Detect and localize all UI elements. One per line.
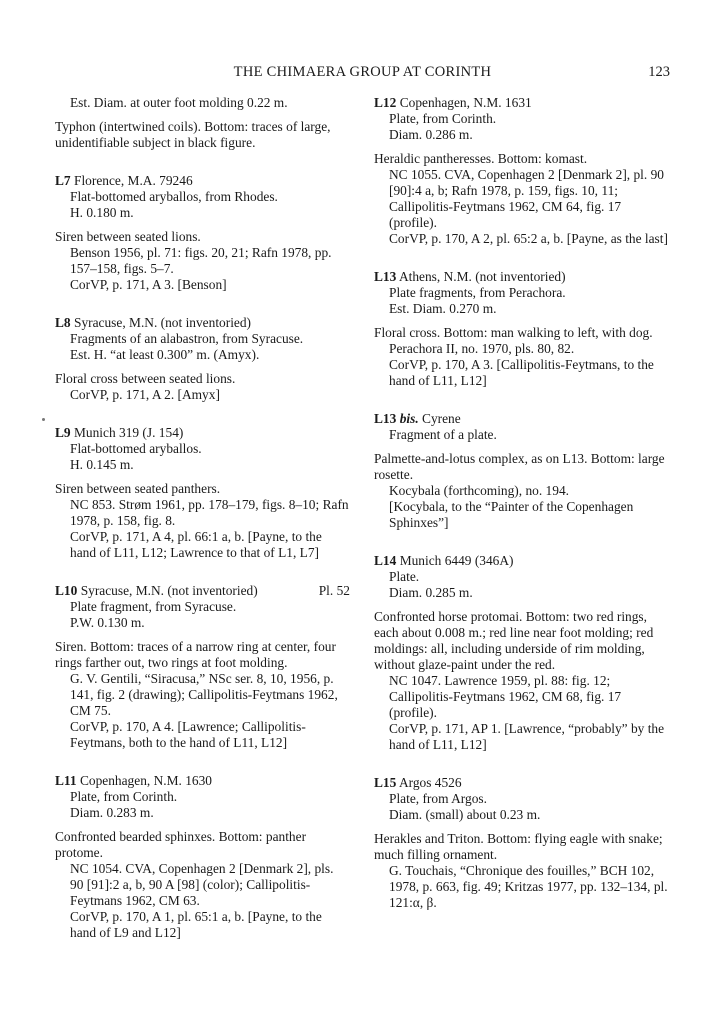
entry-id: L13 (374, 411, 397, 426)
entry-line: Flat-bottomed aryballos, from Rhodes. (70, 189, 278, 204)
entry-location: Cyrene (422, 411, 461, 426)
entry-location: Munich 319 (J. 154) (74, 425, 184, 440)
entry-line: G. Touchais, “Chronique des fouilles,” BCH 102, 1978, p. 663, fig. 49; Kritzas 1977, pp. 132–134, pl. 121:α, β. (389, 863, 668, 910)
running-title: THE CHIMAERA GROUP AT CORINTH (233, 64, 492, 80)
catalog-entry (55, 583, 350, 751)
entry-line: CorVP, p. 171, AP 1. [Lawrence, “probably” by the hand of L11, L12] (389, 721, 665, 752)
entry-line: Siren between seated lions. (55, 229, 201, 244)
entry-heading (374, 553, 669, 569)
entry-line: Est. H. “at least 0.300” m. (Amyx). (70, 347, 260, 362)
entry-line: Plate fragments, from Perachora. (389, 285, 566, 300)
margin-mark (42, 418, 45, 421)
entry-heading (374, 775, 669, 791)
entry-heading (374, 411, 669, 427)
entry-line: CorVP, p. 170, A 2, pl. 65:2 a, b. [Payne, as the last] (389, 231, 668, 246)
entry-line: CorVP, p. 170, A 4. [Lawrence; Callipolitis-Feytmans, both to the hand of L11, L12] (70, 719, 306, 750)
entry-id: L7 (55, 173, 71, 188)
entry-line: Diam. 0.285 m. (389, 585, 473, 600)
catalog-entry (55, 173, 350, 293)
entry-location: Copenhagen, N.M. 1630 (79, 773, 212, 788)
entry-line: Palmette-and-lotus complex, as on L13. Bottom: large rosette. (374, 451, 665, 482)
entry-heading (55, 425, 350, 441)
entry-line: CorVP, p. 171, A 2. [Amyx] (70, 387, 220, 402)
entry-line: Diam. (small) about 0.23 m. (389, 807, 541, 822)
entry-heading (374, 269, 669, 285)
entry-location: Florence, M.A. 79246 (74, 173, 193, 188)
entry-id: L13 (374, 269, 397, 284)
left-entries (55, 173, 350, 941)
entry-line: Floral cross between seated lions. (55, 371, 236, 386)
entry-line: Confronted bearded sphinxes. Bottom: panther protome. (55, 829, 307, 860)
entry-line: Heraldic pantheresses. Bottom: komast. (374, 151, 588, 166)
entry-line: Plate, from Corinth. (389, 111, 497, 126)
entry-line: Flat-bottomed aryballos. (70, 441, 202, 456)
entry-location: Syracuse, M.N. (not inventoried) (74, 315, 252, 330)
entry-line: CorVP, p. 171, A 3. [Benson] (70, 277, 227, 292)
entry-line: CorVP, p. 170, A 1, pl. 65:1 a, b. [Payne, to the hand of L9 and L12] (70, 909, 322, 940)
entry-line: Plate fragment, from Syracuse. (70, 599, 237, 614)
catalog-entry (374, 269, 669, 389)
right-column (374, 95, 669, 933)
entry-id: L9 (55, 425, 71, 440)
entry-line: Fragment of a plate. (389, 427, 497, 442)
entry-line: Diam. 0.283 m. (70, 805, 154, 820)
entry-line: Siren between seated panthers. (55, 481, 221, 496)
entry-line: Plate. (389, 569, 420, 584)
entry-id: L14 (374, 553, 397, 568)
entry-line: Kocybala (forthcoming), no. 194. (389, 483, 569, 498)
entry-line: G. V. Gentili, “Siracusa,” NSc ser. 8, 10, 1956, p. 141, fig. 2 (drawing); Callipolitis-Feytmans 1962, CM 75. (70, 671, 338, 718)
entry-line: CorVP, p. 171, A 4, pl. 66:1 a, b. [Payne, to the hand of L11, L12; Lawrence to that of L1, L7] (70, 529, 322, 560)
catalog-entry (55, 425, 350, 561)
entry-heading (55, 773, 350, 789)
entry-id: L10 (55, 583, 78, 598)
entry-id: L12 (374, 95, 397, 110)
entry-line: Typhon (intertwined coils). Bottom: traces of large, unidentifiable subject in black figure. (55, 119, 331, 150)
entry-line: Plate, from Argos. (389, 791, 487, 806)
entry-id: L8 (55, 315, 71, 330)
catalog-entry (374, 411, 669, 531)
continuation-entry (55, 95, 350, 151)
entry-id: L11 (55, 773, 77, 788)
entry-line: NC 853. Strøm 1961, pp. 178–179, figs. 8–10; Rafn 1978, p. 158, fig. 8. (70, 497, 349, 528)
entry-location: Argos 4526 (398, 775, 462, 790)
catalog-entry (374, 553, 669, 753)
entry-line: Diam. 0.286 m. (389, 127, 473, 142)
entry-location: Syracuse, M.N. (not inventoried) (80, 583, 258, 598)
page-number: 123 (648, 64, 670, 80)
entry-heading (55, 583, 350, 599)
plate-reference: Pl. 52 (318, 583, 350, 598)
entry-line: Est. Diam. at outer foot molding 0.22 m. (70, 95, 288, 110)
entry-line: H. 0.145 m. (70, 457, 134, 472)
catalog-entry (55, 315, 350, 403)
entry-line: Siren. Bottom: traces of a narrow ring at center, four rings farther out, two rings at foot molding. (55, 639, 336, 670)
entry-line: P.W. 0.130 m. (70, 615, 145, 630)
entry-heading (55, 173, 350, 189)
entry-location: Munich 6449 (346A) (399, 553, 514, 568)
entry-id: L15 (374, 775, 397, 790)
entry-id-suffix: bis. (399, 411, 419, 426)
catalog-entry (55, 773, 350, 941)
entry-line: Floral cross. Bottom: man walking to left, with dog. (374, 325, 653, 340)
catalog-entry (374, 95, 669, 247)
entry-line: NC 1055. CVA, Copenhagen 2 [Denmark 2], pl. 90 [90]:4 a, b; Rafn 1978, p. 159, figs. 10, 11; Callipolitis-Feytmans 1962, CM 64, fig. 17 (profile). (389, 167, 664, 230)
entry-line: Perachora II, no. 1970, pls. 80, 82. (389, 341, 575, 356)
entry-heading (374, 95, 669, 111)
entry-line: Confronted horse protomai. Bottom: two red rings, each about 0.008 m.; red line near foot molding; red moldings: all, including underside of rim molding, without glaze-paint under the red. (374, 609, 654, 672)
left-column (55, 95, 350, 963)
right-entries (374, 95, 669, 911)
entry-line: Fragments of an alabastron, from Syracuse. (70, 331, 304, 346)
entry-line: NC 1054. CVA, Copenhagen 2 [Denmark 2], pls. 90 [91]:2 a, b, 90 A [98] (color); Callipolitis-Feytmans 1962, CM 63. (70, 861, 334, 908)
running-head (55, 64, 670, 82)
entry-line: H. 0.180 m. (70, 205, 134, 220)
entry-line: Herakles and Triton. Bottom: flying eagle with snake; much filling ornament. (374, 831, 663, 862)
entry-line: NC 1047. Lawrence 1959, pl. 88: fig. 12; Callipolitis-Feytmans 1962, CM 68, fig. 17 (profile). (389, 673, 622, 720)
entry-line: Est. Diam. 0.270 m. (389, 301, 497, 316)
entry-location: Athens, N.M. (not inventoried) (398, 269, 566, 284)
entry-heading (55, 315, 350, 331)
entry-line: Benson 1956, pl. 71: figs. 20, 21; Rafn 1978, pp. 157–158, figs. 5–7. (70, 245, 332, 276)
catalog-entry (374, 775, 669, 911)
entry-line: Plate, from Corinth. (70, 789, 178, 804)
entry-location: Copenhagen, N.M. 1631 (399, 95, 532, 110)
entry-line: CorVP, p. 170, A 3. [Callipolitis-Feytmans, to the hand of L11, L12] (389, 357, 654, 388)
entry-line: [Kocybala, to the “Painter of the Copenhagen Sphinxes”] (389, 499, 634, 530)
